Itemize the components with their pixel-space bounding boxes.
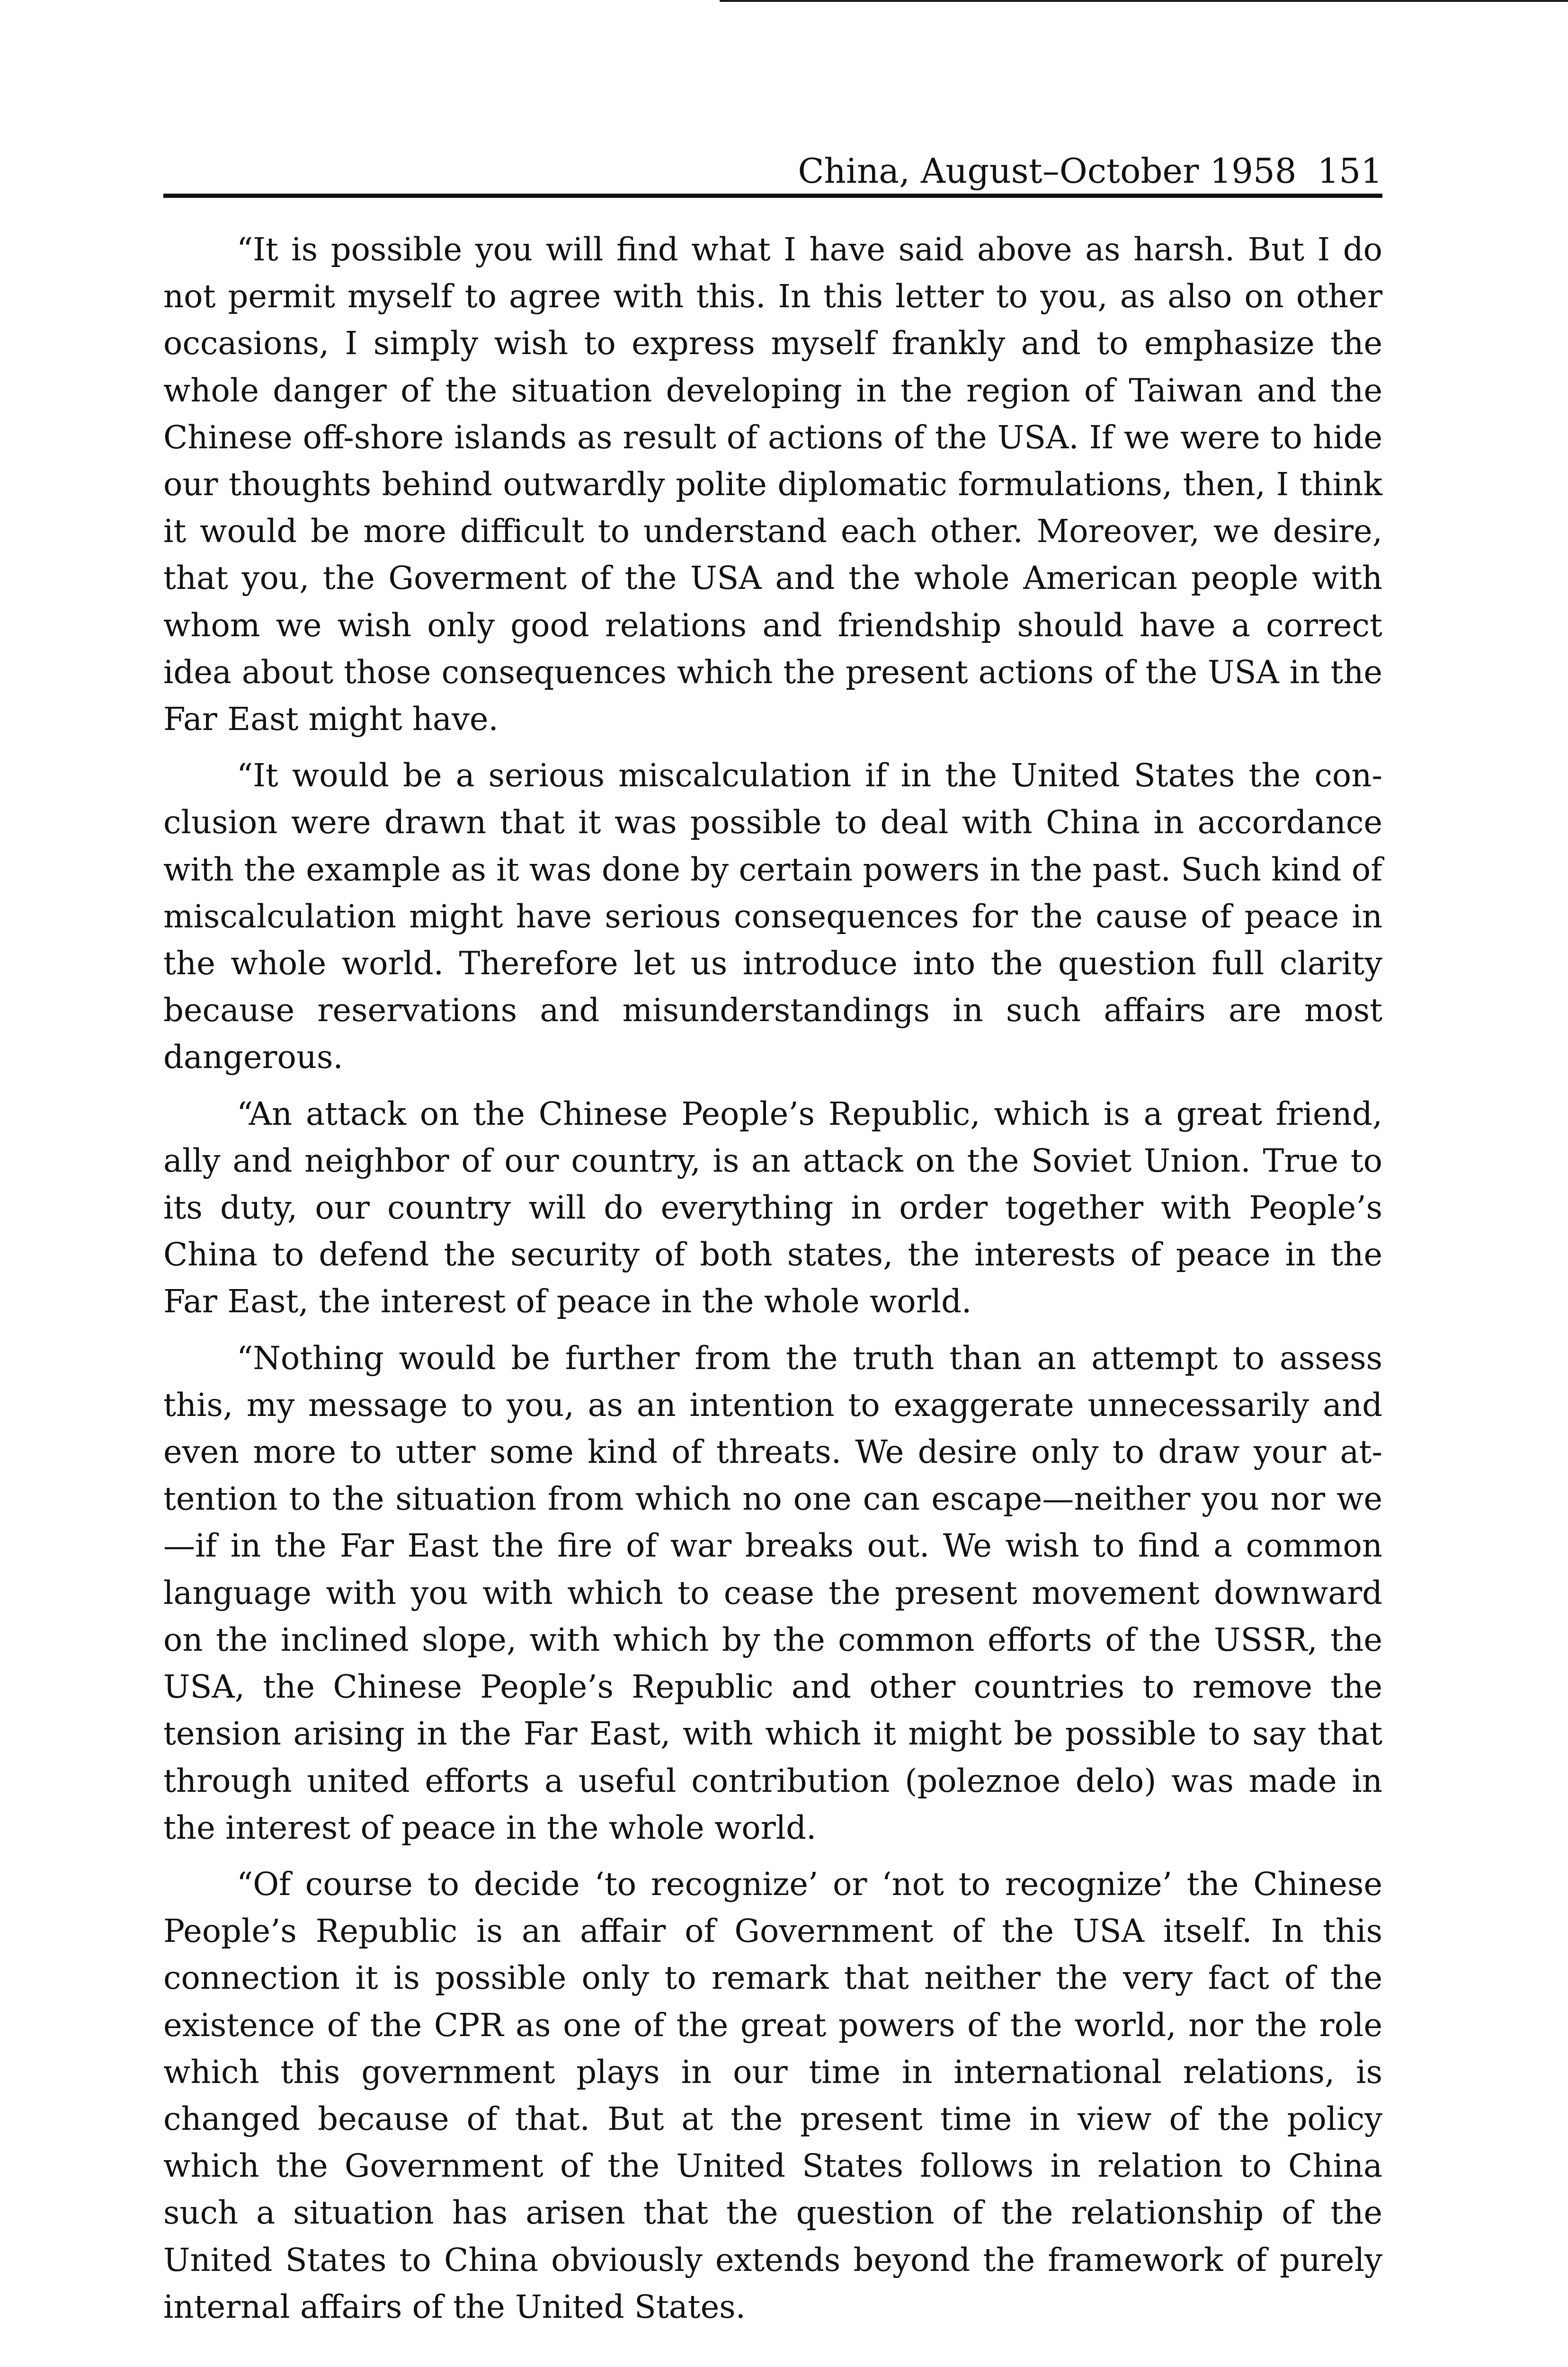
paragraph-4: “Nothing would be further from the truth than an attempt to assess this, my message to you, as an intention to exaggerate unnecessarily and even more to utter some kind of threats. We desire only to draw your attention to the situation from which no one can escape—neither you nor we—if in the Far East the fire of war breaks out. We wish to find a common language with you with which to cease the present movement downward on the inclined slope, with which by the common efforts of the USSR, the USA, the Chinese People’s Republic and other countries to remove the tension arising in the Far East, with which it might be possible to say that through united efforts a useful contribution (poleznoe delo) was made in the interest of peace in the whole world. <box>163 1339 1382 1846</box>
book-page <box>163 0 1382 2367</box>
running-header <box>163 133 1382 198</box>
paragraph-2: “It would be a serious miscalculation if in the United States the conclusion were drawn that it was possible to deal with China in accordance with the example as it was done by certain powers in the past. Such kind of miscalculation might have serious consequences for the cause of peace in the whole world. Therefore let us introduce into the question full clarity because reservations and misunderstandings in such affairs are most dangerous. <box>163 757 1382 1076</box>
paragraph-5: “Of course to decide ‘to recognize’ or ‘not to recognize’ the Chinese People’s Republic is an affair of Government of the USA itself. In this connection it is possible only to remark that neither the very fact of the existence of the CPR as one of the great powers of the world, nor the role which this government plays in our time in international relations, is changed because of that. But at the present time in view of the policy which the Government of the United States follows in relation to China such a situation has arisen that the question of the relationship of the United States to China obviously extends beyond the framework of purely internal affairs of the United States. <box>163 1865 1382 2325</box>
body-text <box>163 226 1382 2340</box>
running-title: China, August–October 1958 <box>798 151 1297 191</box>
paragraph-1: “It is possible you will find what I have said above as harsh. But I do not permit myself to agree with this. In this letter to you, as also on other occasions, I simply wish to express myself frankly and to emphasize the whole danger of the situation developing in the region of Taiwan and the Chinese off-shore islands as result of actions of the USA. If we were to hide our thoughts behind outwardly polite diplomatic formulations, then, I think it would be more difficult to understand each other. Moreover, we desire, that you, the Goverment of the USA and the whole American people with whom we wish only good relations and friendship should have a correct idea about those consequences which the present actions of the USA in the Far East might have. <box>163 231 1382 738</box>
paragraph-3: “An attack on the Chinese People’s Republic, which is a great friend, ally and neighbor of our country, is an attack on the Soviet Union. True to its duty, our country will do everything in order together with People’s China to defend the security of both states, the interests of peace in the Far East, the interest of peace in the whole world. <box>163 1095 1382 1320</box>
page-number: 151 <box>1317 151 1382 191</box>
